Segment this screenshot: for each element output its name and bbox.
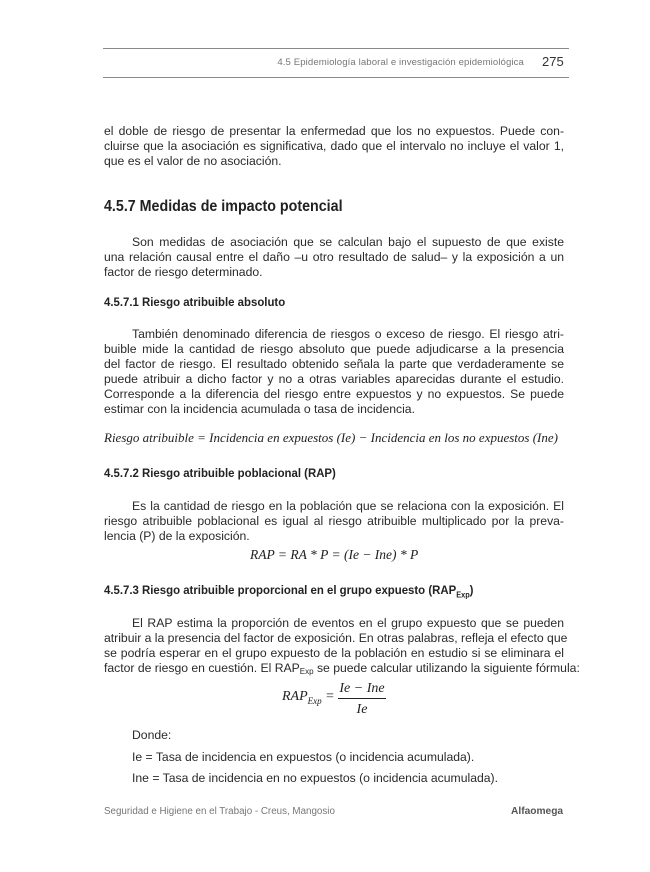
text-line: Es la cantidad de riesgo en la población que se relaciona con la exposición. El	[132, 499, 564, 513]
text-line: que es el valor de no asociación.	[104, 154, 282, 168]
text-line: del factor de riesgo. El resultado obtenido señala la parte que verdaderamente se	[104, 357, 564, 371]
header-bottom-rule	[103, 77, 569, 78]
rap-exp-subscript: Exp	[299, 667, 314, 676]
section-4-5-7-paragraph	[104, 235, 564, 280]
definition-ine: Ine = Tasa de incidencia en no expuestos (o incidencia acumulada).	[132, 771, 498, 785]
donde-label: Donde:	[132, 728, 172, 742]
section-4-5-7-2-paragraph	[104, 499, 564, 544]
subsection-heading-4-5-7-3	[104, 583, 473, 599]
text-fragment: factor de riesgo en cuestión. El RAP	[104, 661, 300, 675]
subsection-heading-4-5-7-1: 4.5.7.1 Riesgo atribuible absoluto	[104, 295, 286, 309]
text-line: atribuir a la presencia del factor de exposición. En otras palabras, refleja el efecto que	[104, 631, 568, 645]
text-line: estimar con la incidencia acumulada o tasa de incidencia.	[104, 402, 415, 416]
text-line: Corresponde a la diferencia del riesgo entre expuestos y no expuestos. Se puede	[104, 387, 564, 401]
page-number: 275	[542, 54, 564, 69]
heading-subscript: Exp	[456, 590, 470, 600]
text-line: se podría esperar en el grupo expuesto de la población en estudio si se eliminara el	[104, 646, 564, 660]
text-line: buible mide la cantidad de riesgo absoluto que puede adjudicarse a la presencia	[104, 342, 564, 356]
header-top-rule	[103, 48, 569, 49]
text-line: una relación causal entre el daño –u otro resultado de salud– y la exposición a un	[104, 250, 564, 264]
text-fragment: se puede calcular utilizando la siguiente fórmula:	[313, 661, 580, 675]
formula-riesgo-atribuible: Riesgo atribuible = Incidencia en expuestos (Ie) − Incidencia en los no expuestos (Ine)	[104, 430, 558, 445]
intro-paragraph	[104, 124, 564, 169]
text-line: cluirse que la asociación es significativa, dado que el intervalo no incluye el valor 1,	[104, 139, 564, 153]
formula-lhs	[282, 689, 335, 706]
fraction-numerator: Ie − Ine	[339, 681, 385, 696]
section-4-5-7-3-paragraph	[104, 616, 580, 679]
text-line: puede atribuir a dicho factor y no a otras variables aparecidas durante el estudio.	[104, 372, 564, 386]
heading-text: 4.5.7.3 Riesgo atribuible proporcional en el grupo expuesto (RAP	[104, 583, 457, 597]
text-line: riesgo atribuible poblacional es igual al riesgo atribuible multiplicado por la preva-	[104, 514, 564, 528]
formula-lhs-subscript: Exp	[307, 695, 322, 706]
definition-ie: Ie = Tasa de incidencia en expuestos (o incidencia acumulada).	[132, 750, 475, 764]
section-heading-4-5-7: 4.5.7 Medidas de impacto potencial	[104, 198, 343, 215]
section-4-5-7-1-paragraph	[104, 327, 564, 417]
formula-rap: RAP = RA * P = (Ie − Ine) * P	[250, 547, 419, 562]
text-line: el doble de riesgo de presentar la enfermedad que los no expuestos. Puede con-	[104, 124, 564, 138]
text-line: lencia (P) de la exposición.	[104, 529, 250, 543]
fraction-denominator: Ie	[356, 702, 368, 717]
fraction-bar	[338, 698, 386, 699]
formula-fraction	[338, 680, 386, 718]
footer-book-title: Seguridad e Higiene en el Trabajo - Creus, Mangosio	[104, 806, 335, 817]
text-line: factor de riesgo determinado.	[104, 265, 263, 279]
text-line: También denominado diferencia de riesgos o exceso de riesgo. El riesgo atri-	[132, 327, 564, 341]
text-line	[104, 661, 580, 679]
formula-lhs-text: RAP	[282, 689, 308, 704]
running-header: 4.5 Epidemiología laboral e investigación epidemiológica	[277, 57, 524, 68]
heading-close: )	[469, 583, 474, 597]
formula-equals: =	[321, 689, 335, 704]
footer-publisher: Alfaomega	[511, 806, 564, 817]
subsection-heading-4-5-7-2: 4.5.7.2 Riesgo atribuible poblacional (RAP)	[104, 466, 336, 480]
text-line: El RAP estima la proporción de eventos en el grupo expuesto que se pueden	[132, 616, 564, 630]
text-line: Son medidas de asociación que se calculan bajo el supuesto de que existe	[132, 235, 564, 249]
